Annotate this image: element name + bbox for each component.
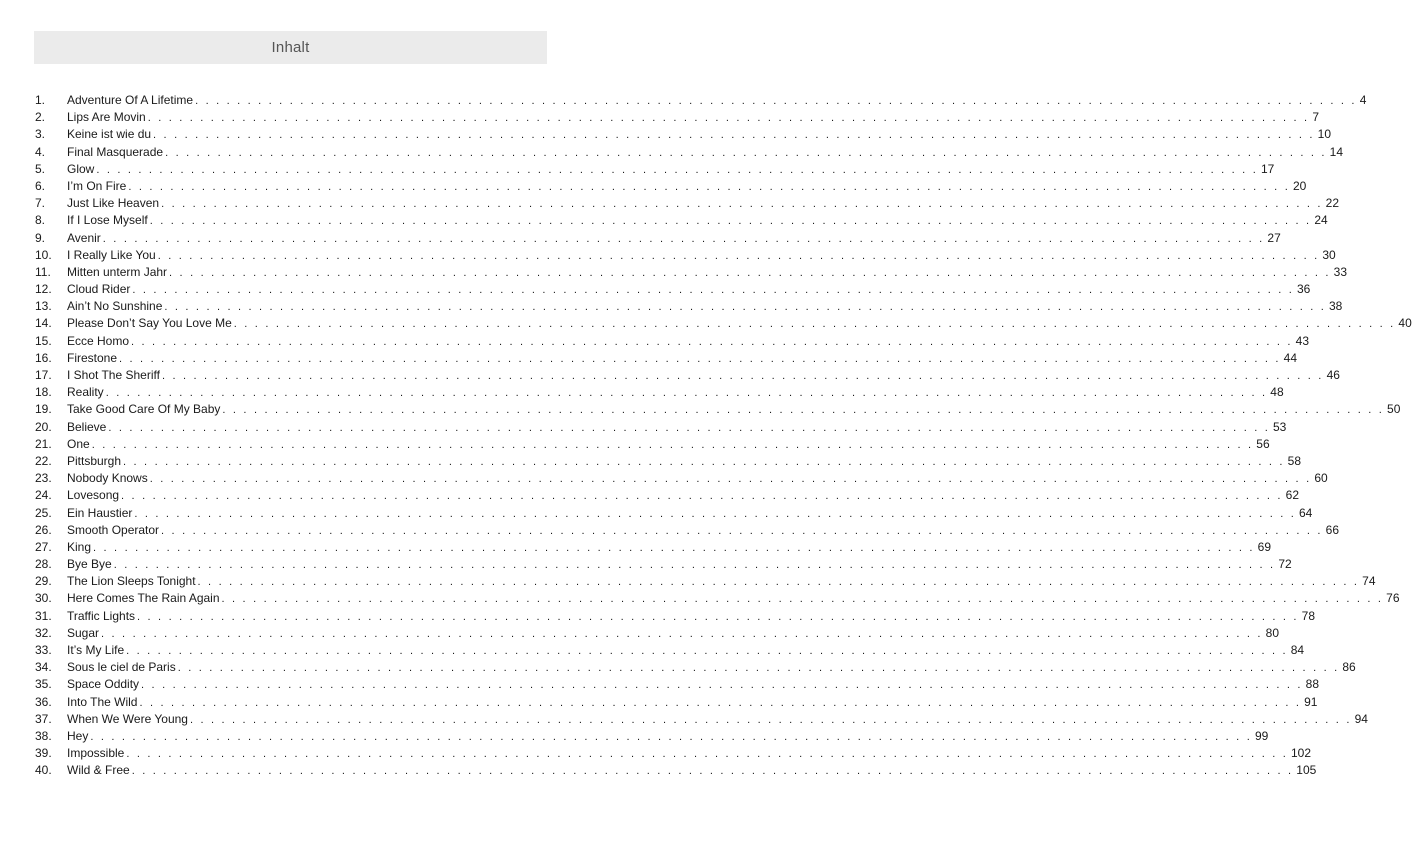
toc-entry-page: 69: [1257, 539, 1271, 554]
toc-dot-leader: . . . . . . . . . . . . . . . . . . . . . . . . . . . . . . . . . . . . . . . . . . . . . . . . . . . . . . . . . . . . . . . . . . . . . . . . . . . . . . . . . . . . . . . . . . . . . . . . . . . . . . . . . . . . . . .: [134, 507, 1296, 520]
toc-dot-leader: . . . . . . . . . . . . . . . . . . . . . . . . . . . . . . . . . . . . . . . . . . . . . . . . . . . . . . . . . . . . . . . . . . . . . . . . . . . . . . . . . . . . . . . . . . . . . . . . . . . . . . . . . . . . . . .: [149, 473, 1312, 486]
toc-entry-title: Glow: [67, 161, 95, 176]
toc-entry-page: 88: [1305, 677, 1320, 692]
toc-entry-title: Avenir: [67, 230, 101, 245]
toc-entry-title: Adventure Of A Lifetime: [67, 93, 194, 107]
toc-entry[interactable]: [35, 745, 1311, 762]
toc-entry-title: If I Lose Myself: [67, 213, 148, 228]
toc-entry-page: 17: [1260, 161, 1275, 176]
toc-entry-page: 44: [1283, 350, 1297, 365]
toc-entry-page: 27: [1267, 230, 1281, 245]
toc-dot-leader: . . . . . . . . . . . . . . . . . . . . . . . . . . . . . . . . . . . . . . . . . . . . . . . . . . . . . . . . . . . . . . . . . . . . . . . . . . . . . . . . . . . . . . . . . . . . . . . . . . . . . . . . . . . . . . .: [132, 284, 1294, 297]
toc-entry-title: I Shot The Sheriff: [67, 368, 160, 382]
toc-entry-number: 34.: [35, 660, 52, 675]
toc-entry-title: Keine ist wie du: [67, 127, 152, 142]
toc-entry-number: 9.: [35, 230, 46, 245]
toc-entry[interactable]: [35, 247, 1336, 264]
toc-entry-number: 6.: [35, 178, 46, 193]
header-bar: [34, 31, 547, 64]
toc-entry[interactable]: [35, 676, 1320, 693]
toc-entry-number: 16.: [35, 350, 52, 365]
toc-entry-page: 40: [1398, 316, 1412, 331]
toc-entry-title: Sugar: [67, 625, 100, 640]
toc-entry-number: 37.: [35, 711, 52, 726]
toc-entry-number: 24.: [35, 488, 52, 503]
toc-entry-title: Smooth Operator: [67, 522, 160, 537]
toc-dot-leader: . . . . . . . . . . . . . . . . . . . . . . . . . . . . . . . . . . . . . . . . . . . . . . . . . . . . . . . . . . . . . . . . . . . . . . . . . . . . . . . . . . . . . . . . . . . . . . . . . . . . . . . . . . . . . . .: [153, 129, 1315, 142]
toc-dot-leader: . . . . . . . . . . . . . . . . . . . . . . . . . . . . . . . . . . . . . . . . . . . . . . . . . . . . . . . . . . . . . . . . . . . . . . . . . . . . . . . . . . . . . . . . . . . . . . . . . . . . . . . . . . . . . . .: [102, 232, 1265, 245]
toc-dot-leader: . . . . . . . . . . . . . . . . . . . . . . . . . . . . . . . . . . . . . . . . . . . . . . . . . . . . . . . . . . . . . . . . . . . . . . . . . . . . . . . . . . . . . . . . . . . . . . . . . . . . . . . . . . . . . . .: [101, 627, 1263, 640]
toc-dot-leader: . . . . . . . . . . . . . . . . . . . . . . . . . . . . . . . . . . . . . . . . . . . . . . . . . . . . . . . . . . . . . . . . . . . . . . . . . . . . . . . . . . . . . . . . . . . . . . . . . . . . . . . . . . . . . . .: [90, 730, 1252, 743]
toc-entry-number: 8.: [35, 213, 46, 228]
toc-dot-leader: . . . . . . . . . . . . . . . . . . . . . . . . . . . . . . . . . . . . . . . . . . . . . . . . . . . . . . . . . . . . . . . . . . . . . . . . . . . . . . . . . . . . . . . . . . . . . . . . . . . . . . . . . . . . . . .: [161, 198, 1323, 211]
toc-entry[interactable]: [35, 694, 1318, 711]
toc-entry-number: 36.: [35, 694, 52, 709]
toc-entry-title: Here Comes The Rain Again: [67, 591, 220, 606]
toc-entry-title: Ain’t No Sunshine: [67, 299, 163, 314]
toc-entry-number: 28.: [35, 557, 52, 572]
toc-entry-page: 80: [1265, 625, 1279, 640]
toc-dot-leader: . . . . . . . . . . . . . . . . . . . . . . . . . . . . . . . . . . . . . . . . . . . . . . . . . . . . . . . . . . . . . . . . . . . . . . . . . . . . . . . . . . . . . . . . . . . . . . . . . . . . . . . . . . . . . . .: [169, 266, 1331, 279]
toc-dot-leader: . . . . . . . . . . . . . . . . . . . . . . . . . . . . . . . . . . . . . . . . . . . . . . . . . . . . . . . . . . . . . . . . . . . . . . . . . . . . . . . . . . . . . . . . . . . . . . . . . . . . . . . . . . . . . . .: [161, 524, 1323, 537]
toc-entry-number: 40.: [35, 763, 52, 778]
toc-entry-page: 56: [1256, 436, 1270, 451]
toc-entry-number: 27.: [35, 539, 52, 554]
toc-dot-leader: . . . . . . . . . . . . . . . . . . . . . . . . . . . . . . . . . . . . . . . . . . . . . . . . . . . . . . . . . . . . . . . . . . . . . . . . . . . . . . . . . . . . . . . . . . . . . . . . . . . . . . . . . . . . . . .: [121, 490, 1283, 503]
toc-dot-leader: . . . . . . . . . . . . . . . . . . . . . . . . . . . . . . . . . . . . . . . . . . . . . . . . . . . . . . . . . . . . . . . . . . . . . . . . . . . . . . . . . . . . . . . . . . . . . . . . . . . . . . . . . . . . . . .: [197, 576, 1360, 589]
toc-entry-number: 22.: [35, 453, 52, 468]
toc-entry-title: Mitten unterm Jahr: [67, 264, 168, 279]
toc-entry-page: 62: [1285, 488, 1300, 503]
toc-entry[interactable]: [35, 453, 1301, 470]
toc-entry[interactable]: [35, 470, 1328, 487]
toc-entry-number: 11.: [35, 264, 51, 279]
toc-dot-leader: . . . . . . . . . . . . . . . . . . . . . . . . . . . . . . . . . . . . . . . . . . . . . . . . . . . . . . . . . . . . . . . . . . . . . . . . . . . . . . . . . . . . . . . . . . . . . . . . . . . . . . . . . . . . . . .: [164, 301, 1326, 314]
toc-entry[interactable]: [35, 333, 1309, 350]
toc-entry[interactable]: [35, 419, 1287, 436]
toc-entry-title: Final Masquerade: [67, 144, 164, 159]
toc-entry-title: Into The Wild: [67, 694, 138, 709]
toc-entry-page: 86: [1342, 660, 1356, 675]
toc-entry[interactable]: [35, 642, 1305, 659]
toc-entry-number: 38.: [35, 728, 52, 743]
toc-entry[interactable]: [35, 264, 1348, 281]
toc-entry-page: 105: [1296, 763, 1317, 778]
toc-entry-title: I Really Like You: [67, 247, 156, 262]
toc-entry-number: 17.: [35, 368, 52, 382]
toc-dot-leader: . . . . . . . . . . . . . . . . . . . . . . . . . . . . . . . . . . . . . . . . . . . . . . . . . . . . . . . . . . . . . . . . . . . . . . . . . . . . . . . . . . . . . . . . . . . . . . . . . . . . . . . . . . . . . . .: [93, 541, 1255, 554]
toc-entry-title: Please Don’t Say You Love Me: [67, 316, 232, 331]
toc-entry-title: When We Were Young: [67, 711, 188, 726]
toc-entry-page: 74: [1362, 574, 1376, 589]
toc-entry-page: 66: [1325, 522, 1340, 537]
toc-entry-page: 60: [1314, 471, 1328, 486]
toc-entry-page: 22: [1325, 196, 1340, 211]
toc-dot-leader: . . . . . . . . . . . . . . . . . . . . . . . . . . . . . . . . . . . . . . . . . . . . . . . . . . . . . . . . . . . . . . . . . . . . . . . . . . . . . . . . . . . . . . . . . . . . . . . . . . . . . . . . . . . . . . .: [128, 180, 1290, 193]
toc-entry-page: 99: [1254, 728, 1269, 743]
toc-entry-title: Pittsburgh: [67, 453, 122, 468]
toc-entry-number: 10.: [35, 247, 52, 262]
toc-dot-leader: . . . . . . . . . . . . . . . . . . . . . . . . . . . . . . . . . . . . . . . . . . . . . . . . . . . . . . . . . . . . . . . . . . . . . . . . . . . . . . . . . . . . . . . . . . . . . . . . . . . . . . . . . . . . . . .: [195, 95, 1357, 107]
toc-entry-title: It’s My Life: [67, 643, 125, 657]
toc-entry-number: 5.: [35, 161, 46, 176]
toc-entry-number: 23.: [35, 471, 52, 486]
toc-dot-leader: . . . . . . . . . . . . . . . . . . . . . . . . . . . . . . . . . . . . . . . . . . . . . . . . . . . . . . . . . . . . . . . . . . . . . . . . . . . . . . . . . . . . . . . . . . . . . . . . . . . . . . . . . . . . . . .: [161, 370, 1324, 382]
toc-entry[interactable]: [35, 401, 1401, 418]
toc-entry-page: 84: [1290, 643, 1305, 657]
toc-entry[interactable]: [35, 505, 1313, 522]
toc-dot-leader: . . . . . . . . . . . . . . . . . . . . . . . . . . . . . . . . . . . . . . . . . . . . . . . . . . . . . . . . . . . . . . . . . . . . . . . . . . . . . . . . . . . . . . . . . . . . . . . . . . . . . . . . . . . . . . .: [123, 455, 1285, 468]
toc-dot-leader: . . . . . . . . . . . . . . . . . . . . . . . . . . . . . . . . . . . . . . . . . . . . . . . . . . . . . . . . . . . . . . . . . . . . . . . . . . . . . . . . . . . . . . . . . . . . . . . . . . . . . . . . . . . . . . .: [149, 215, 1312, 228]
toc-entry[interactable]: [35, 367, 1340, 384]
toc-dot-leader: . . . . . . . . . . . . . . . . . . . . . . . . . . . . . . . . . . . . . . . . . . . . . . . . . . . . . . . . . . . . . . . . . . . . . . . . . . . . . . . . . . . . . . . . . . . . . . . . . . . . . . . . . . . . . . .: [108, 421, 1270, 434]
toc-entry[interactable]: [35, 487, 1300, 504]
toc-entry-number: 35.: [35, 677, 52, 692]
toc-entry-page: 43: [1295, 333, 1309, 348]
toc-entry-number: 31.: [35, 608, 52, 623]
toc-entry-page: 53: [1272, 419, 1287, 434]
toc-entry[interactable]: [35, 230, 1281, 247]
toc-entry[interactable]: [35, 573, 1376, 590]
toc-entry[interactable]: [35, 92, 1367, 109]
toc-entry-page: 14: [1329, 144, 1344, 159]
toc-entry-page: 30: [1322, 247, 1336, 262]
toc-entry-number: 33.: [35, 643, 52, 657]
table-of-contents: [35, 92, 1412, 780]
toc-dot-leader: . . . . . . . . . . . . . . . . . . . . . . . . . . . . . . . . . . . . . . . . . . . . . . . . . . . . . . . . . . . . . . . . . . . . . . . . . . . . . . . . . . . . . . . . . . . . . . . . . . . . . . . . . . . . . . .: [113, 559, 1276, 572]
toc-entry-title: Take Good Care Of My Baby: [67, 402, 221, 417]
toc-entry-number: 12.: [35, 282, 52, 297]
toc-entry-page: 91: [1304, 694, 1318, 709]
toc-entry-page: 4: [1359, 93, 1367, 107]
toc-entry-page: 94: [1354, 711, 1368, 726]
toc-entry-title: Lovesong: [67, 488, 120, 503]
toc-entry-number: 25.: [35, 505, 52, 520]
toc-entry-page: 64: [1298, 505, 1313, 520]
toc-entry-number: 32.: [35, 625, 52, 640]
toc-entry-page: 48: [1270, 385, 1284, 400]
page-title: Inhalt: [271, 39, 310, 56]
toc-entry[interactable]: [35, 711, 1368, 728]
toc-dot-leader: . . . . . . . . . . . . . . . . . . . . . . . . . . . . . . . . . . . . . . . . . . . . . . . . . . . . . . . . . . . . . . . . . . . . . . . . . . . . . . . . . . . . . . . . . . . . . . . . . . . . . . . . . . . . . . .: [126, 645, 1288, 657]
toc-entry-title: I’m On Fire: [67, 178, 127, 193]
toc-entry-title: Sous le ciel de Paris: [67, 660, 176, 675]
toc-entry-number: 19.: [35, 402, 52, 417]
toc-entry-title: Ein Haustier: [67, 505, 133, 520]
toc-dot-leader: . . . . . . . . . . . . . . . . . . . . . . . . . . . . . . . . . . . . . . . . . . . . . . . . . . . . . . . . . . . . . . . . . . . . . . . . . . . . . . . . . . . . . . . . . . . . . . . . . . . . . . . . . . . . . . .: [221, 593, 1384, 606]
toc-entry-title: King: [67, 539, 92, 554]
toc-entry-page: 76: [1386, 591, 1400, 606]
toc-dot-leader: . . . . . . . . . . . . . . . . . . . . . . . . . . . . . . . . . . . . . . . . . . . . . . . . . . . . . . . . . . . . . . . . . . . . . . . . . . . . . . . . . . . . . . . . . . . . . . . . . . . . . . . . . . . . . . .: [147, 112, 1310, 125]
toc-entry-title: Hey: [67, 728, 89, 743]
toc-entry[interactable]: [35, 178, 1307, 195]
toc-dot-leader: . . . . . . . . . . . . . . . . . . . . . . . . . . . . . . . . . . . . . . . . . . . . . . . . . . . . . . . . . . . . . . . . . . . . . . . . . . . . . . . . . . . . . . . . . . . . . . . . . . . . . . . . . . . . . . .: [222, 404, 1385, 417]
toc-entry-title: Cloud Rider: [67, 282, 131, 297]
toc-entry[interactable]: [35, 590, 1400, 607]
toc-entry-page: 38: [1329, 299, 1343, 314]
toc-entry[interactable]: [35, 608, 1315, 625]
toc-entry-number: 3.: [35, 127, 46, 142]
toc-entry[interactable]: [35, 625, 1279, 642]
toc-entry-page: 7: [1312, 110, 1319, 125]
toc-entry-number: 21.: [35, 436, 52, 451]
toc-entry[interactable]: [35, 281, 1311, 298]
toc-entry-number: 30.: [35, 591, 52, 606]
toc-dot-leader: . . . . . . . . . . . . . . . . . . . . . . . . . . . . . . . . . . . . . . . . . . . . . . . . . . . . . . . . . . . . . . . . . . . . . . . . . . . . . . . . . . . . . . . . . . . . . . . . . . . . . . . . . . . . . . .: [105, 387, 1268, 400]
toc-entry[interactable]: [35, 436, 1270, 453]
toc-entry-title: Nobody Knows: [67, 471, 148, 486]
toc-entry-number: 26.: [35, 522, 52, 537]
toc-dot-leader: . . . . . . . . . . . . . . . . . . . . . . . . . . . . . . . . . . . . . . . . . . . . . . . . . . . . . . . . . . . . . . . . . . . . . . . . . . . . . . . . . . . . . . . . . . . . . . . . . . . . . . . . . . . . . . .: [91, 438, 1254, 451]
toc-entry-page: 24: [1314, 213, 1328, 228]
toc-entry-title: Ecce Homo: [67, 333, 130, 348]
toc-entry-title: Reality: [67, 385, 104, 400]
toc-entry[interactable]: [35, 126, 1332, 143]
toc-entry[interactable]: [35, 539, 1271, 556]
toc-dot-leader: . . . . . . . . . . . . . . . . . . . . . . . . . . . . . . . . . . . . . . . . . . . . . . . . . . . . . . . . . . . . . . . . . . . . . . . . . . . . . . . . . . . . . . . . . . . . . . . . . . . . . . . . . . . . . . .: [96, 163, 1258, 176]
toc-entry-number: 29.: [35, 574, 52, 589]
toc-entry-number: 14.: [35, 316, 52, 331]
toc-entry-number: 13.: [35, 299, 52, 314]
toc-dot-leader: . . . . . . . . . . . . . . . . . . . . . . . . . . . . . . . . . . . . . . . . . . . . . . . . . . . . . . . . . . . . . . . . . . . . . . . . . . . . . . . . . . . . . . . . . . . . . . . . . . . . . . . . . . . . . . .: [233, 318, 1396, 331]
toc-entry-title: Wild & Free: [67, 763, 130, 778]
toc-entry[interactable]: [35, 315, 1412, 332]
toc-entry[interactable]: [35, 350, 1297, 367]
toc-entry-number: 2.: [35, 110, 46, 125]
toc-dot-leader: . . . . . . . . . . . . . . . . . . . . . . . . . . . . . . . . . . . . . . . . . . . . . . . . . . . . . . . . . . . . . . . . . . . . . . . . . . . . . . . . . . . . . . . . . . . . . . . . . . . . . . . . . . . . . . .: [141, 679, 1303, 692]
toc-dot-leader: . . . . . . . . . . . . . . . . . . . . . . . . . . . . . . . . . . . . . . . . . . . . . . . . . . . . . . . . . . . . . . . . . . . . . . . . . . . . . . . . . . . . . . . . . . . . . . . . . . . . . . . . . . . . . . .: [157, 249, 1320, 262]
toc-entry-page: 36: [1296, 282, 1311, 297]
toc-entry-number: 18.: [35, 385, 52, 400]
toc-entry-title: Lips Are Movin: [67, 110, 146, 125]
toc-entry-title: Firestone: [67, 350, 118, 365]
toc-entry[interactable]: [35, 161, 1275, 178]
toc-entry-page: 58: [1287, 453, 1301, 468]
toc-dot-leader: . . . . . . . . . . . . . . . . . . . . . . . . . . . . . . . . . . . . . . . . . . . . . . . . . . . . . . . . . . . . . . . . . . . . . . . . . . . . . . . . . . . . . . . . . . . . . . . . . . . . . . . . . . . . . . .: [165, 146, 1327, 159]
toc-dot-leader: . . . . . . . . . . . . . . . . . . . . . . . . . . . . . . . . . . . . . . . . . . . . . . . . . . . . . . . . . . . . . . . . . . . . . . . . . . . . . . . . . . . . . . . . . . . . . . . . . . . . . . . . . . . . . . .: [139, 696, 1302, 709]
toc-entry-number: 4.: [35, 144, 46, 159]
toc-entry-page: 78: [1301, 608, 1315, 623]
toc-entry[interactable]: [35, 556, 1292, 573]
toc-entry-page: 102: [1290, 746, 1311, 761]
toc-entry-page: 46: [1326, 368, 1340, 382]
toc-dot-leader: . . . . . . . . . . . . . . . . . . . . . . . . . . . . . . . . . . . . . . . . . . . . . . . . . . . . . . . . . . . . . . . . . . . . . . . . . . . . . . . . . . . . . . . . . . . . . . . . . . . . . . . . . . . . . . .: [131, 335, 1293, 348]
toc-entry-number: 7.: [35, 196, 46, 211]
toc-entry-title: One: [67, 436, 90, 451]
toc-entry[interactable]: [35, 212, 1328, 229]
toc-entry-title: Impossible: [67, 746, 125, 761]
toc-entry[interactable]: [35, 195, 1340, 212]
toc-dot-leader: . . . . . . . . . . . . . . . . . . . . . . . . . . . . . . . . . . . . . . . . . . . . . . . . . . . . . . . . . . . . . . . . . . . . . . . . . . . . . . . . . . . . . . . . . . . . . . . . . . . . . . . . . . . . . . .: [137, 610, 1299, 623]
toc-entry[interactable]: [35, 728, 1269, 745]
toc-entry-page: 72: [1278, 557, 1292, 572]
toc-entry-title: Believe: [67, 419, 107, 434]
toc-entry-title: Bye Bye: [67, 557, 112, 572]
toc-entry[interactable]: [35, 144, 1344, 161]
toc-entry-page: 33: [1333, 264, 1348, 279]
toc-entry[interactable]: [35, 384, 1284, 401]
toc-entry[interactable]: [35, 298, 1343, 315]
toc-dot-leader: . . . . . . . . . . . . . . . . . . . . . . . . . . . . . . . . . . . . . . . . . . . . . . . . . . . . . . . . . . . . . . . . . . . . . . . . . . . . . . . . . . . . . . . . . . . . . . . . . . . . . . . . . . . . . . .: [126, 748, 1288, 761]
toc-entry[interactable]: [35, 109, 1319, 126]
toc-entry-title: Just Like Heaven: [67, 196, 160, 211]
toc-entry[interactable]: [35, 522, 1340, 539]
toc-entry-page: 20: [1292, 178, 1307, 193]
toc-entry-number: 15.: [35, 333, 52, 348]
toc-entry-title: The Lion Sleeps Tonight: [67, 574, 196, 589]
toc-entry-title: Traffic Lights: [67, 608, 136, 623]
toc-entry-number: 39.: [35, 746, 52, 761]
toc-entry-number: 20.: [35, 419, 52, 434]
toc-dot-leader: . . . . . . . . . . . . . . . . . . . . . . . . . . . . . . . . . . . . . . . . . . . . . . . . . . . . . . . . . . . . . . . . . . . . . . . . . . . . . . . . . . . . . . . . . . . . . . . . . . . . . . . . . . . . . . .: [189, 713, 1352, 726]
toc-dot-leader: . . . . . . . . . . . . . . . . . . . . . . . . . . . . . . . . . . . . . . . . . . . . . . . . . . . . . . . . . . . . . . . . . . . . . . . . . . . . . . . . . . . . . . . . . . . . . . . . . . . . . . . . . . . . . . .: [131, 765, 1294, 778]
toc-entry-title: Space Oddity: [67, 677, 140, 692]
toc-entry-page: 50: [1387, 402, 1401, 417]
toc-entry[interactable]: [35, 762, 1317, 779]
toc-entry[interactable]: [35, 659, 1356, 676]
toc-entry-number: 1.: [35, 93, 46, 107]
toc-dot-leader: . . . . . . . . . . . . . . . . . . . . . . . . . . . . . . . . . . . . . . . . . . . . . . . . . . . . . . . . . . . . . . . . . . . . . . . . . . . . . . . . . . . . . . . . . . . . . . . . . . . . . . . . . . . . . . .: [119, 352, 1281, 365]
toc-dot-leader: . . . . . . . . . . . . . . . . . . . . . . . . . . . . . . . . . . . . . . . . . . . . . . . . . . . . . . . . . . . . . . . . . . . . . . . . . . . . . . . . . . . . . . . . . . . . . . . . . . . . . . . . . . . . . . .: [177, 662, 1340, 675]
toc-entry-page: 10: [1317, 127, 1332, 142]
